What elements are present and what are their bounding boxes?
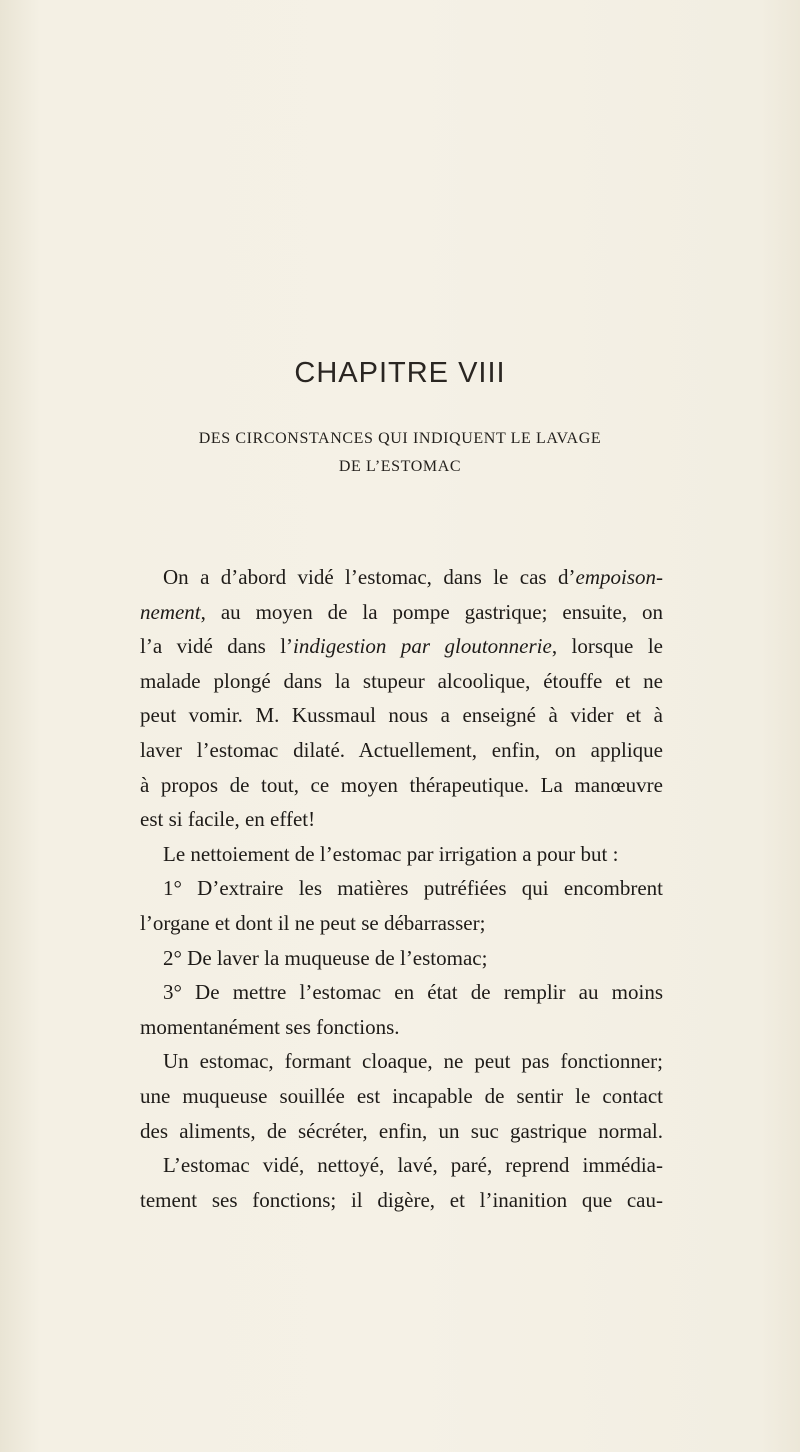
text-line: laver l’estomac dilaté. Actuellement, enfin, on applique: [140, 737, 663, 762]
text-line: 3° De mettre l’estomac en état de remplir au moins: [163, 980, 663, 1005]
text-line: Un estomac, formant cloaque, ne peut pas fonctionner;: [163, 1049, 663, 1074]
text-run: On a d’abord vidé l’estomac, dans le cas d’: [163, 565, 576, 589]
text-line: 2° De laver la muqueuse de l’estomac;: [163, 945, 488, 970]
text-line: L’estomac vidé, nettoyé, lavé, paré, reprend immédia-: [163, 1153, 663, 1178]
italic-run: indigestion par gloutonnerie: [293, 634, 552, 659]
text-line: à propos de tout, ce moyen thérapeutique. La manœuvre: [140, 772, 663, 797]
text-line: Le nettoiement de l’estomac par irrigation a pour but :: [163, 841, 619, 866]
text-run: , au moyen de la pompe gastrique; ensuite, on: [200, 599, 663, 624]
text-line: des aliments, de sécréter, enfin, un suc gastrique normal.: [140, 1118, 663, 1143]
body-text: [140, 560, 663, 1217]
text-run: l’a vidé dans l’: [140, 634, 294, 659]
text-line: [140, 560, 663, 595]
chapter-subtitle: [100, 425, 700, 481]
text-line: malade plongé dans la stupeur alcoolique, étouffe et ne: [140, 668, 663, 693]
subtitle-line-1: DES CIRCONSTANCES QUI INDIQUENT LE LAVAGE: [198, 430, 602, 447]
text-line: tement ses fonctions; il digère, et l’inanition que cau-: [140, 1187, 663, 1212]
text-line: [140, 629, 663, 664]
chapter-title: CHAPITRE VIII: [294, 357, 506, 389]
text-run: , lorsque le: [551, 634, 664, 659]
text-line: 1° D’extraire les matières putréfiées qui encombrent: [163, 876, 663, 901]
text-line: [140, 595, 663, 630]
text-line: est si facile, en effet!: [140, 807, 316, 832]
text-line: momentanément ses fonctions.: [140, 1014, 400, 1039]
subtitle-line-2: DE L’ESTOMAC: [338, 458, 462, 475]
italic-run: nement: [140, 599, 201, 624]
text-line: l’organe et dont il ne peut se débarrasser;: [140, 910, 486, 935]
text-line: peut vomir. M. Kussmaul nous a enseigné à vider et à: [140, 703, 663, 728]
text-line: une muqueuse souillée est incapable de sentir le contact: [140, 1083, 663, 1108]
italic-run: empoison-: [575, 565, 663, 589]
